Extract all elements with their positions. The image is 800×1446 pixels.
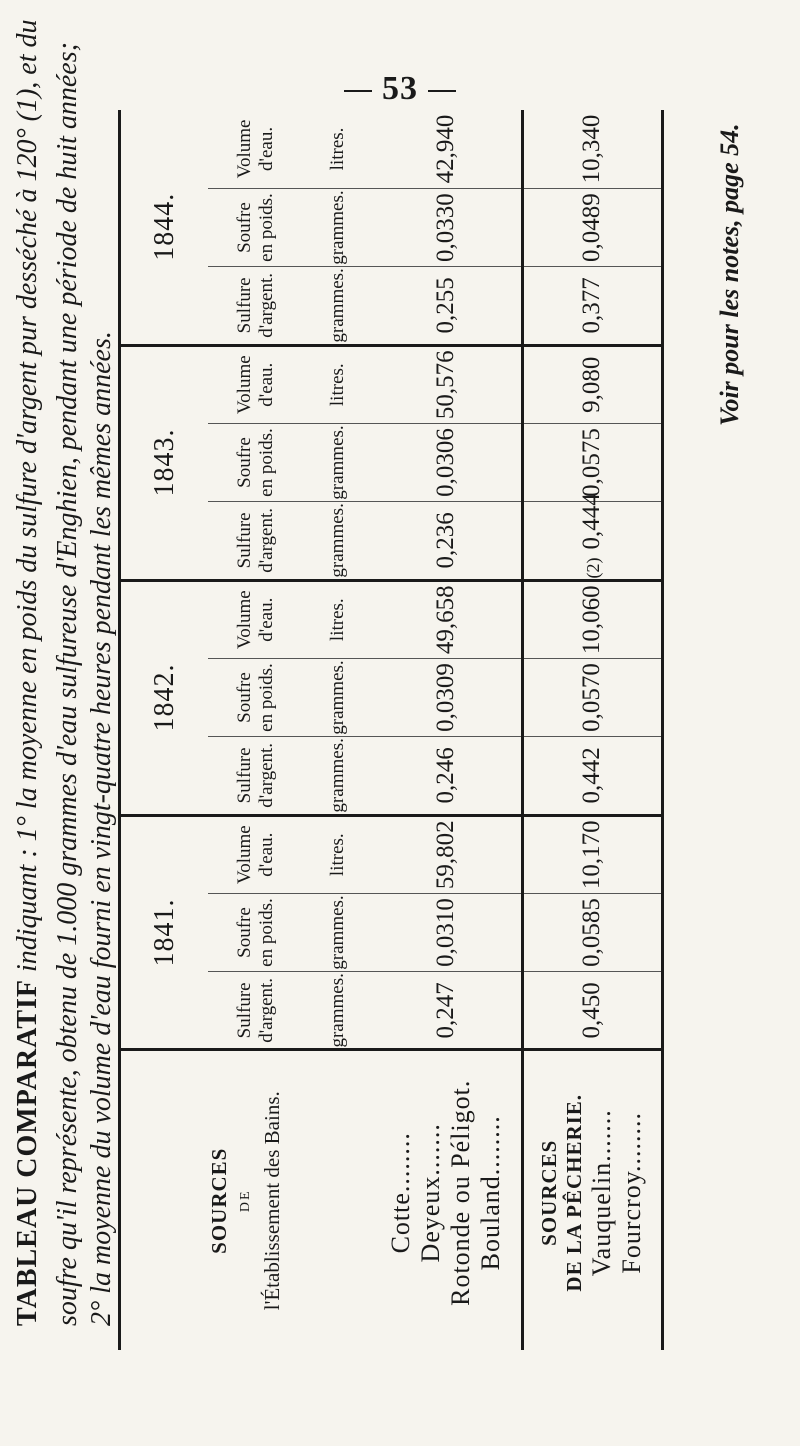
col-label: Sulfure d'argent. xyxy=(233,507,278,573)
value-cell: 10,340 xyxy=(522,110,662,188)
year-1841: 1841. xyxy=(120,815,209,1050)
year-1844: 1844. xyxy=(148,192,180,261)
value-cell-with-note xyxy=(522,493,662,580)
source-name: Rotonde ou Péligot. xyxy=(446,1079,476,1306)
value-cell: 0,0309 xyxy=(372,658,523,736)
source-name: Deyeux....... xyxy=(416,1123,446,1263)
value-cell: 10,170 xyxy=(522,815,662,893)
value-cell: 49,658 xyxy=(372,580,523,658)
page-number-text: 53 xyxy=(382,70,418,107)
peche-title: SOURCES xyxy=(537,1139,562,1246)
sources-header xyxy=(120,1050,372,1350)
value-cell: 0,0570 xyxy=(522,658,662,736)
value-cell: 9,080 xyxy=(522,345,662,423)
caption-line-1-text: indiquant : 1° la moyenne en poids du sulfure d'argent pur desséché à 120° (1), et du xyxy=(12,19,43,979)
col-label: Soufre en poids. xyxy=(208,658,305,736)
year-1842: 1842. xyxy=(120,580,209,815)
col-label: Volume d'eau. xyxy=(208,110,305,188)
value-cell: 0,255 xyxy=(432,277,460,334)
source-name: Bouland........ xyxy=(476,1115,506,1271)
col-unit: grammes. xyxy=(327,503,349,578)
peche-values-row xyxy=(522,110,662,1350)
value-cell: 0,450 xyxy=(522,972,662,1050)
caption-line-2: soufre qu'il représente, obtenu de 1.000 grammes d'eau sulfureuse d'Enghien, pendant une période de huit années; xyxy=(52,42,83,1326)
col-label: Volume d'eau. xyxy=(208,580,305,658)
col-unit: grammes. xyxy=(305,658,372,736)
value-cell: 0,377 xyxy=(522,267,662,345)
sources-title: SOURCES xyxy=(207,1147,232,1254)
value-cell: 0,0585 xyxy=(522,893,662,971)
value-cell: 0,0489 xyxy=(522,188,662,266)
value-cell: 0,246 xyxy=(432,747,460,804)
caption-title: TABLEAU COMPARATIF xyxy=(12,979,43,1326)
peche-source-list xyxy=(522,1050,662,1350)
value-text: 0,444 xyxy=(578,493,606,550)
year-1843: 1843. xyxy=(120,345,209,580)
value-cell: 59,802 xyxy=(372,815,523,893)
value-cell: 0,236 xyxy=(432,512,460,569)
value-cell: 0,442 xyxy=(522,737,662,815)
comparison-table xyxy=(118,110,664,1350)
col-label: Volume d'eau. xyxy=(208,345,305,423)
value-cell: 42,940 xyxy=(372,110,523,188)
value-cell: 0,0330 xyxy=(372,188,523,266)
year-header-row xyxy=(120,110,209,1350)
col-unit: grammes. xyxy=(305,188,372,266)
caption-line-3: 2° la moyenne du volume d'eau fourni en vingt-quatre heures pendant les mêmes années. xyxy=(86,331,117,1326)
peche-subtitle: DE LA PÊCHERIE. xyxy=(562,1093,587,1292)
source-name: Fourcroy........ xyxy=(617,1111,647,1274)
etablissement-values-row xyxy=(372,110,523,1350)
sources-etablissement: l'Établissement des Bains. xyxy=(260,1091,285,1311)
col-unit: grammes. xyxy=(305,893,372,971)
col-label: Soufre en poids. xyxy=(208,893,305,971)
col-unit: grammes. xyxy=(327,973,349,1048)
col-unit: litres. xyxy=(305,815,372,893)
value-cell: 10,060 xyxy=(522,580,662,658)
value-cell: 0,0575 xyxy=(522,423,662,501)
col-unit: grammes. xyxy=(305,423,372,501)
footnote-marker: (2) xyxy=(583,557,604,579)
value-cell: 0,0306 xyxy=(372,423,523,501)
col-unit: litres. xyxy=(305,345,372,423)
col-label: Sulfure d'argent. xyxy=(233,742,278,808)
col-unit: grammes. xyxy=(327,268,349,343)
col-label: Volume d'eau. xyxy=(208,815,305,893)
caption-line-1 xyxy=(12,19,44,1326)
col-unit: grammes. xyxy=(327,738,349,813)
col-label: Sulfure d'argent. xyxy=(233,272,278,338)
etablissement-source-list xyxy=(372,1050,523,1350)
sources-de: DE xyxy=(238,1189,254,1213)
source-name: Vauquelin....... xyxy=(587,1109,617,1277)
source-name: Cotte........ xyxy=(386,1132,416,1254)
value-cell: 0,0310 xyxy=(372,893,523,971)
col-label: Sulfure d'argent. xyxy=(233,977,278,1043)
footnote-reference: Voir pour les notes, page 54. xyxy=(715,123,744,426)
col-unit: litres. xyxy=(305,580,372,658)
col-label: Soufre en poids. xyxy=(208,423,305,501)
value-cell: 0,247 xyxy=(432,982,460,1039)
value-cell: 50,576 xyxy=(372,345,523,423)
col-label: Soufre en poids. xyxy=(208,188,305,266)
col-unit: litres. xyxy=(305,110,372,188)
